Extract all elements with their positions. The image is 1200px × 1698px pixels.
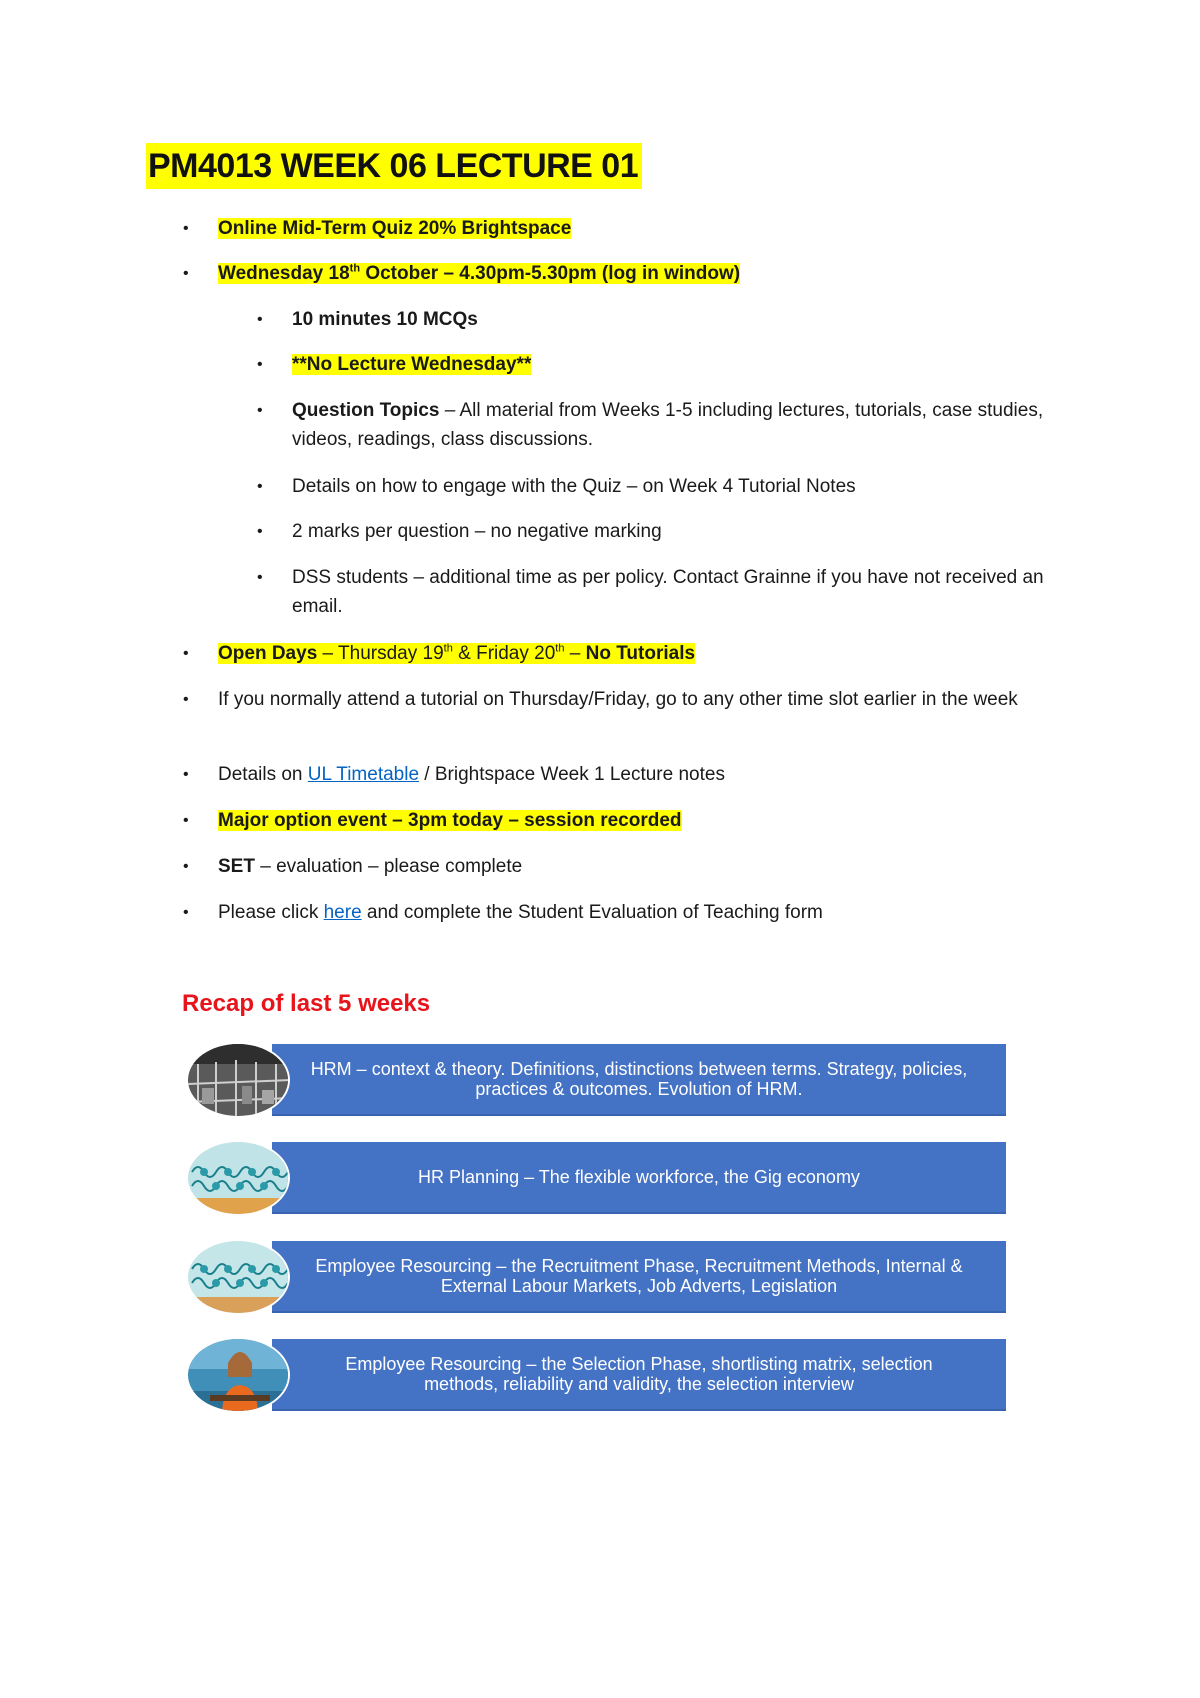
list-item-set: • SET – evaluation – please complete — [183, 856, 523, 877]
list-item-open-days: • Open Days – Thursday 19th & Friday 20th – No Tutorials — [183, 642, 696, 664]
recap-heading: Recap of last 5 weeks — [182, 990, 431, 1017]
list-item-details-quiz: • Details on how to engage with the Quiz – on Week 4 Tutorial Notes — [257, 476, 856, 497]
open-days-text: Open Days – Thursday 19th & Friday 20th – No Tutorials — [218, 642, 696, 664]
major-option-text: Major option event – 3pm today – session recorded — [218, 810, 682, 831]
recap-photo-4 — [186, 1337, 290, 1413]
list-item-dss: • DSS students – additional time as per policy. Contact Grainne if you have not received an email. — [257, 567, 1044, 617]
topics-text: – All material from Weeks 1-5 including lectures, tutorials, case studies, videos, readings, class discussions. — [292, 400, 1044, 450]
quiz-date: Wednesday 18th October – 4.30pm-5.30pm (log in window) — [218, 262, 741, 284]
recap-item-2 — [186, 1142, 1006, 1214]
list-item-evaluation: • Please click here and complete the Student Evaluation of Teaching form — [183, 902, 823, 923]
tutorial-note-text: If you normally attend a tutorial on Thursday/Friday, go to any other time slot earlier in the week — [218, 689, 1018, 710]
details-quiz-text: Details on how to engage with the Quiz – on Week 4 Tutorial Notes — [292, 476, 856, 497]
dss-text: DSS students – additional time as per policy. Contact Grainne if you have not received an email. — [292, 567, 1044, 617]
no-lecture-text: **No Lecture Wednesday** — [292, 354, 532, 375]
recap-photo-2 — [186, 1140, 290, 1216]
set-label: SET — [218, 856, 255, 877]
list-item-topics: • Question Topics – All material from Weeks 1-5 including lectures, tutorials, case studies, videos, readings, class discussions. — [257, 400, 1044, 450]
list-item-tutorial-note: • If you normally attend a tutorial on Thursday/Friday, go to any other time slot earlier in the week — [183, 689, 1018, 710]
topics-label: Question Topics — [292, 400, 440, 421]
ul-timetable-link[interactable]: UL Timetable — [307, 764, 420, 785]
set-text: – evaluation – please complete — [254, 856, 523, 877]
recap-photo-1 — [186, 1042, 290, 1118]
marks-text: 2 marks per question – no negative marking — [292, 521, 662, 542]
list-item-mcq: • 10 minutes 10 MCQs — [257, 309, 478, 330]
recap-box-1: HRM – context & theory. Definitions, distinctions between terms. Strategy, policies, practices & outcomes. Evolution of HRM. — [272, 1044, 1006, 1116]
recap-box-3: Employee Resourcing – the Recruitment Phase, Recruitment Methods, Internal & External Labour Markets, Job Adverts, Legislation — [272, 1241, 1006, 1313]
recap-box-4: Employee Resourcing – the Selection Phase, shortlisting matrix, selection methods, reliability and validity, the selection interview — [272, 1339, 1006, 1411]
list-item-details: • Details on UL Timetable / Brightspace Week 1 Lecture notes — [183, 764, 725, 785]
list-item-marks: • 2 marks per question – no negative marking — [257, 521, 662, 542]
list-item-major-option: • Major option event – 3pm today – session recorded — [183, 810, 682, 831]
recap-photo-3 — [186, 1239, 290, 1315]
list-item-quiz-date: • Wednesday 18th October – 4.30pm-5.30pm (log in window) — [183, 262, 741, 284]
evaluation-here-link[interactable]: here — [323, 902, 362, 923]
list-item-quiz: • Online Mid-Term Quiz 20% Brightspace — [183, 218, 572, 239]
quiz-line: Online Mid-Term Quiz 20% Brightspace — [218, 218, 572, 239]
recap-item-3 — [186, 1241, 1006, 1313]
recap-box-2: HR Planning – The flexible workforce, the Gig economy — [272, 1142, 1006, 1214]
recap-item-4 — [186, 1339, 1006, 1411]
list-item-no-lecture: • **No Lecture Wednesday** — [257, 354, 532, 375]
mcq-text: 10 minutes 10 MCQs — [292, 309, 478, 330]
recap-item-1 — [186, 1044, 1006, 1116]
page-title: PM4013 WEEK 06 LECTURE 01 — [146, 143, 642, 189]
